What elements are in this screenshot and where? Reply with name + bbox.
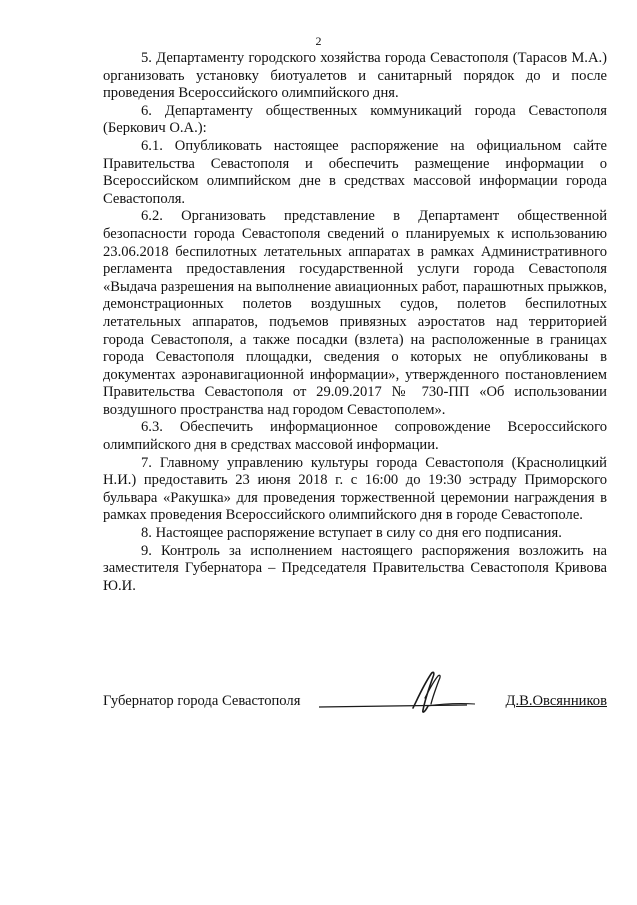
paragraph-9: 9. Контроль за исполнением настоящего распоряжения возложить на заместителя Губернатора – Председателя Правительства Севастополя Кривова Ю.И. <box>103 542 607 594</box>
paragraph-6: 6. Департаменту общественных коммуникаций города Севастополя (Беркович О.А.): <box>103 102 607 137</box>
signature-block <box>103 690 607 714</box>
paragraph-8: 8. Настоящее распоряжение вступает в силу со дня его подписания. <box>141 525 562 542</box>
paragraph-6-3: 6.3. Обеспечить информационное сопровождение Всероссийского олимпийского дня в средствах массовой информации. <box>103 419 607 454</box>
paragraph-5: 5. Департаменту городского хозяйства города Севастополя (Тарасов М.А.) организовать установку биотуалетов и санитарный порядок до и после проведения Всероссийского олимпийского дня. <box>103 50 607 102</box>
paragraph-6-2: 6.2. Организовать представление в Департамент общественной безопасности города Севастополя сведений о планируемых к использованию 23.06.2018 беспилотных летательных аппаратах в рамках Административного регламента предоставления государственной услуги города Севастополя «Выдача разрешения на выполнение авиационных работ, парашютных прыжков, демонстрационных полетов воздушных судов, полетов беспилотных летательных аппаратов, подъемов привязных аэростатов над территорией города Севастополя, а также посадки (взлета) на расположенные в границах города Севастополя площадки, сведения о которых не опубликованы в документах аэронавигационной информации», утвержденного постановлением Правительства Севастополя от 29.09.2017 № 730-ПП «Об использовании воздушного пространства над городом Севастополем». <box>103 208 607 418</box>
handwritten-signature <box>317 668 517 716</box>
document-body <box>103 50 607 595</box>
page-number: 2 <box>315 34 322 48</box>
paragraph-6-1: 6.1. Опубликовать настоящее распоряжение на официальном сайте Правительства Севастополя и обеспечить размещение информации о Всероссийском олимпийском дне в средствах массовой информации города Севастополя. <box>103 137 607 207</box>
paragraph-7: 7. Главному управлению культуры города Севастополя (Краснолицкий Н.И.) предоставить 23 июня 2018 г. с 16:00 до 19:30 эстраду Приморского бульвара «Ракушка» для проведения торжественной церемонии награждения в рамках проведения Всероссийского олимпийского дня в городе Севастополе. <box>103 454 607 524</box>
signer-position: Губернатор города Севастополя <box>103 693 301 709</box>
signer-name: Д.В.Овсянников <box>505 693 607 709</box>
